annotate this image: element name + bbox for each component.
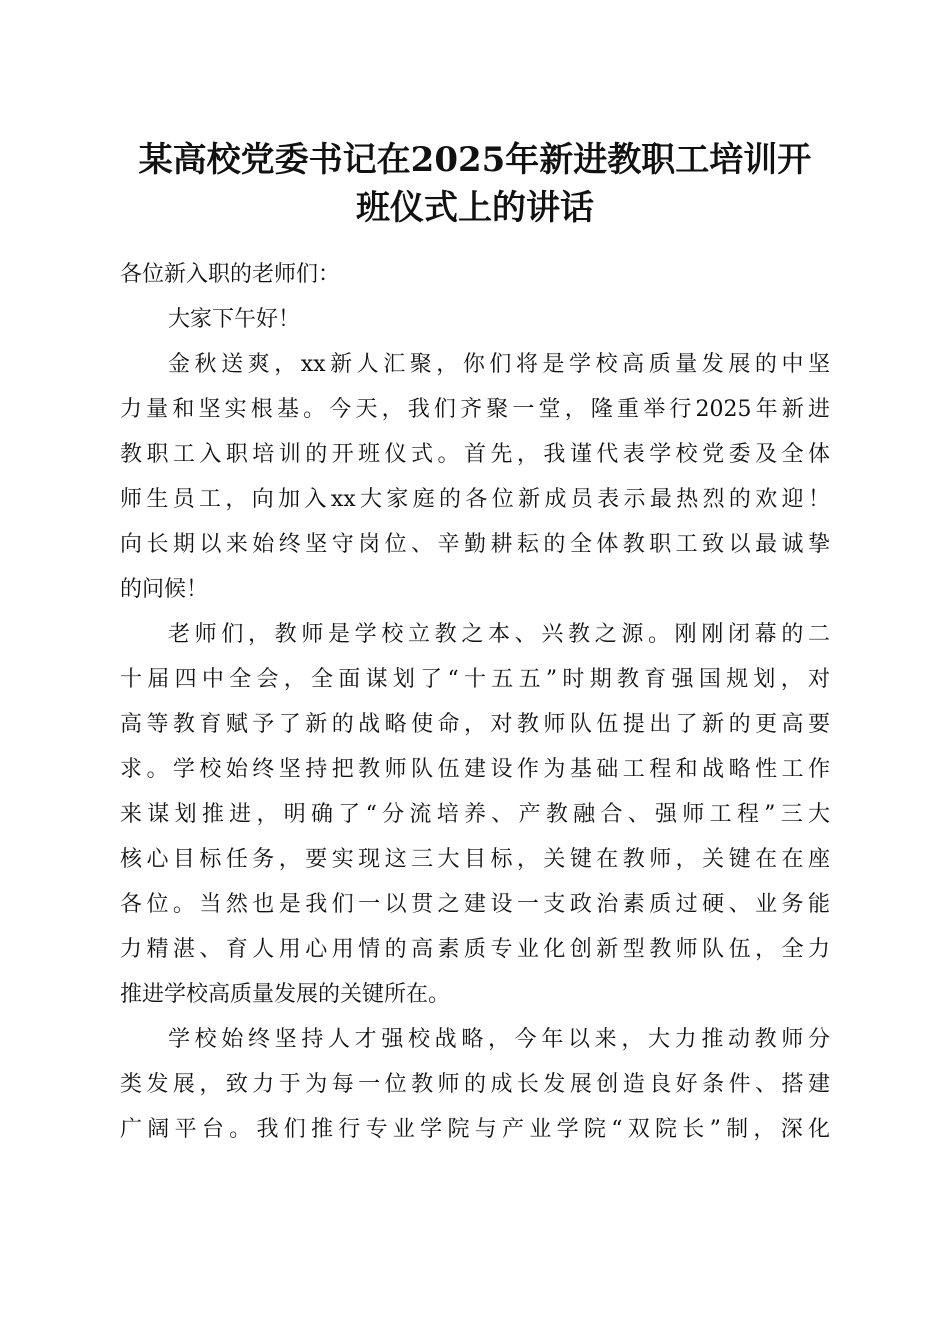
paragraph-line: 各位。当然也是我们一以贯之建设一支政治素质过硬、业务能 — [120, 892, 830, 917]
paragraph-line: 向长期以来始终坚守岗位、辛勤耕耘的全体教职工致以最诚挚 — [120, 532, 830, 557]
greeting-text: 大家下午好！ — [168, 307, 301, 332]
paragraph-line: 力精湛、育人用心用情的高素质专业化创新型教师队伍，全力 — [120, 937, 830, 962]
paragraph-line: 教职工入职培训的开班仪式。首先，我谨代表学校党委及全体 — [120, 442, 830, 467]
paragraph-line: 广阔平台。我们推行专业学院与产业学院“双院长”制，深化 — [120, 1117, 830, 1142]
title-line: 某高校党委书记在2025年新进教职工培训开 — [138, 140, 812, 180]
greeting — [120, 297, 830, 342]
paragraph-2 — [120, 612, 830, 1017]
paragraph-line: 核心目标任务，要实现这三大目标，关键在教师，关键在在座 — [120, 847, 830, 872]
paragraph-line: 十届四中全会，全面谋划了“十五五”时期教育强国规划，对 — [120, 667, 830, 692]
paragraph-line: 求。学校始终坚持把教师队伍建设作为基础工程和战略性工作 — [120, 757, 830, 782]
paragraph-line: 来谋划推进，明确了“分流培养、产教融合、强师工程”三大 — [120, 802, 830, 827]
salutation — [120, 252, 830, 297]
paragraph-line: 推进学校高质量发展的关键所在。 — [120, 982, 451, 1007]
paragraph-line: 学校始终坚持人才强校战略，今年以来，大力推动教师分 — [168, 1027, 830, 1052]
paragraph-3 — [120, 1017, 830, 1152]
paragraph-line: 金秋送爽，xx新人汇聚，你们将是学校高质量发展的中坚 — [168, 352, 830, 377]
document-title — [110, 136, 840, 232]
paragraph-line: 的问候！ — [120, 577, 209, 602]
paragraph-line: 力量和坚实根基。今天，我们齐聚一堂，隆重举行2025年新进 — [120, 397, 830, 422]
paragraph-line: 类发展，致力于为每一位教师的成长发展创造良好条件、搭建 — [120, 1072, 830, 1097]
document-body — [120, 252, 830, 1152]
paragraph-line: 老师们，教师是学校立教之本、兴教之源。刚刚闭幕的二 — [168, 622, 830, 647]
paragraph-line: 高等教育赋予了新的战略使命，对教师队伍提出了新的更高要 — [120, 712, 830, 737]
paragraph-line: 师生员工，向加入xx大家庭的各位新成员表示最热烈的欢迎！ — [120, 487, 830, 512]
title-line: 班仪式上的讲话 — [356, 188, 594, 228]
salutation-text: 各位新入职的老师们： — [120, 262, 341, 287]
paragraph-1 — [120, 342, 830, 612]
